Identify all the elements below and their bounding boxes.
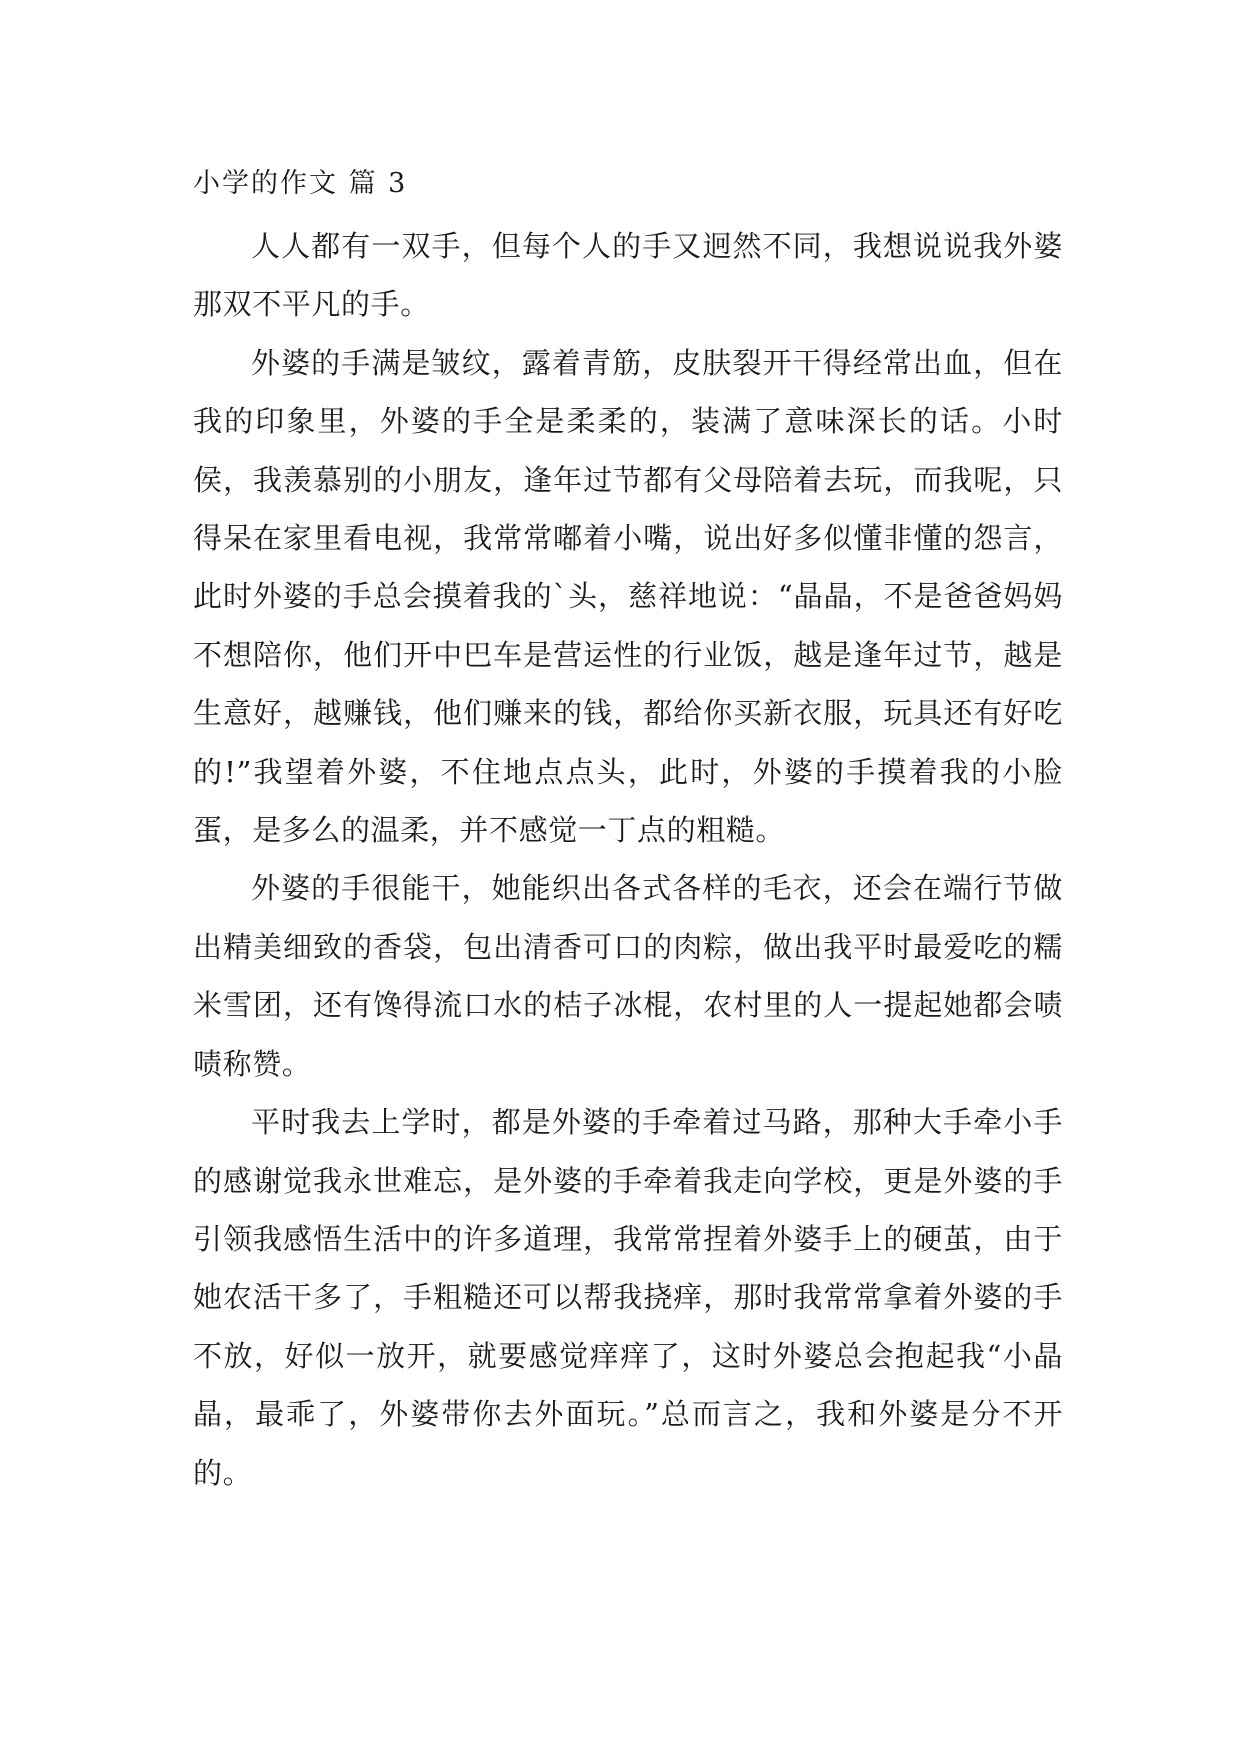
essay-body bbox=[193, 165, 1063, 1502]
paragraph-3: 外婆的手很能干，她能织出各式各样的毛衣，还会在端行节做出精美细致的香袋，包出清香可口的肉粽，做出我平时最爱吃的糯米雪团，还有馋得流口水的桔子冰棍，农村里的人一提起她都会啧啧称赞。 bbox=[193, 871, 1063, 1081]
paragraph-1: 人人都有一双手，但每个人的手又迥然不同，我想说说我外婆那双不平凡的手。 bbox=[193, 229, 1063, 322]
essay-title: 小学的作文 篇 3 bbox=[193, 168, 408, 199]
paragraph-2: 外婆的手满是皱纹，露着青筋，皮肤裂开干得经常出血，但在我的印象里，外婆的手全是柔柔的，装满了意味深长的话。小时侯，我羡慕别的小朋友，逢年过节都有父母陪着去玩，而我呢，只得呆在家里看电视，我常常嘟着小嘴，说出好多似懂非懂的怨言，此时外婆的手总会摸着我的`头，慈祥地说：“晶晶，不是爸爸妈妈不想陪你，他们开中巴车是营运性的行业饭，越是逢年过节，越是生意好，越赚钱，他们赚来的钱，都给你买新衣服，玩具还有好吃的!”我望着外婆，不住地点点头，此时，外婆的手摸着我的小脸蛋，是多么的温柔，并不感觉一丁点的粗糙。 bbox=[193, 345, 1063, 848]
paragraph-4: 平时我去上学时，都是外婆的手牵着过马路，那种大手牵小手的感谢觉我永世难忘，是外婆的手牵着我走向学校，更是外婆的手引领我感悟生活中的许多道理，我常常捏着外婆手上的硬茧，由于她农活干多了，手粗糙还可以帮我挠痒，那时我常常拿着外婆的手不放，好似一放开，就要感觉痒痒了，这时外婆总会抱起我“小晶晶，最乖了，外婆带你去外面玩。”总而言之，我和外婆是分不开的。 bbox=[193, 1105, 1063, 1490]
